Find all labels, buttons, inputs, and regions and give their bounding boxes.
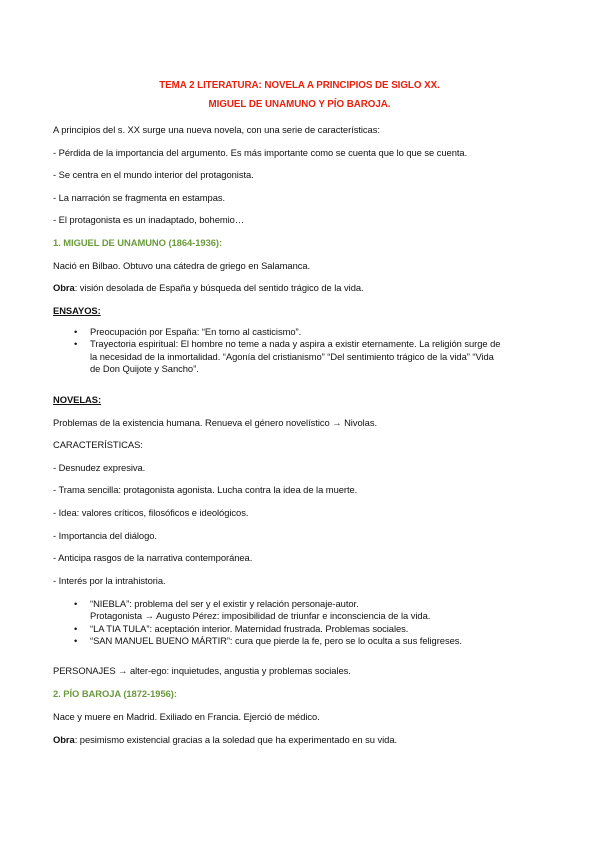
bullet-icon: •	[74, 338, 78, 350]
section-heading-baroja: 2. PÍO BAROJA (1872-1956):	[53, 688, 177, 699]
intro-item: - La narración se fragmenta en estampas.	[53, 192, 226, 203]
section-heading-unamuno: 1. MIGUEL DE UNAMUNO (1864-1936):	[53, 237, 223, 248]
obra-label: Obra	[53, 282, 75, 293]
list-item: • “NIEBLA”: problema del ser y el existir y relación personaje-autor. Protagonista → Augusto Pérez: imposibilidad de triunfar e inconsciencia de la vida.	[74, 598, 431, 622]
unamuno-obra	[53, 282, 364, 294]
obra-text: : visión desolada de España y búsqueda del sentido trágico de la vida.	[74, 282, 364, 293]
caracteristica-item: - Trama sencilla: protagonista agonista. Lucha contra la idea de la muerte.	[53, 484, 358, 495]
intro-item: - El protagonista es un inadaptado, bohemio…	[53, 214, 245, 225]
obra-label: Obra	[53, 734, 75, 745]
document-title-line1: TEMA 2 LITERATURA: NOVELA A PRINCIPIOS DE SIGLO XX.	[159, 80, 440, 91]
caracteristicas-heading: CARACTERÍSTICAS:	[53, 439, 143, 450]
baroja-bio: Nace y muere en Madrid. Exiliado en Francia. Ejerció de médico.	[53, 711, 320, 722]
ensayos-list	[72, 326, 500, 376]
unamuno-bio: Nació en Bilbao. Obtuvo una cátedra de griego en Salamanca.	[53, 260, 311, 271]
bullet-icon: •	[74, 622, 78, 634]
list-item: • “SAN MANUEL BUENO MÁRTIR”: cura que pierde la fe, pero se lo oculta a sus feligreses.	[74, 635, 462, 647]
novelas-heading: NOVELAS:	[53, 394, 102, 405]
intro-item: - Se centra en el mundo interior del protagonista.	[53, 169, 254, 180]
bullet-icon: •	[74, 598, 78, 609]
intro-lead: A principios del s. XX surge una nueva novela, con una serie de características:	[53, 124, 380, 135]
novelas-text: Problemas de la existencia humana. Renueva el género novelístico → Nivolas.	[53, 417, 378, 428]
baroja-obra	[53, 734, 397, 746]
list-item: • Trayectoria espiritual: El hombre no teme a nada y aspira a existir eternamente. La religión surge de la necesidad de la inmortalidad. “Agonía del cristianismo” “Del sentimiento trágico de la vida” “Vida de Don Quijote y Sancho”.	[74, 338, 501, 375]
caracteristica-item: - Desnudez expresiva.	[53, 462, 146, 473]
caracteristica-item: - Anticipa rasgos de la narrativa contemporánea.	[53, 552, 253, 563]
ensayos-heading: ENSAYOS:	[53, 305, 101, 316]
caracteristica-item: - Interés por la intrahistoria.	[53, 575, 166, 586]
document-title-line2: MIGUEL DE UNAMUNO Y PÍO BAROJA.	[208, 99, 391, 110]
caracteristica-item: - Importancia del diálogo.	[53, 530, 157, 541]
list-item: • “LA TIA TULA”: aceptación interior. Maternidad frustrada. Problemas sociales.	[74, 622, 409, 634]
obras-list	[72, 598, 462, 648]
bullet-icon: •	[74, 635, 78, 647]
intro-item: - Pérdida de la importancia del argumento. Es más importante como se cuenta que lo que se cuenta.	[53, 147, 468, 158]
caracteristica-item: - Idea: valores críticos, filosóficos e ideológicos.	[53, 507, 249, 518]
obra-text: : pesimismo existencial gracias a la soledad que ha experimentado en su vida.	[74, 734, 398, 745]
personajes-line: PERSONAJES → alter-ego: inquietudes, angustia y problemas sociales.	[53, 665, 351, 676]
list-item: • Preocupación por España: “En torno al casticismo”.	[74, 326, 302, 337]
bullet-icon: •	[74, 326, 78, 337]
